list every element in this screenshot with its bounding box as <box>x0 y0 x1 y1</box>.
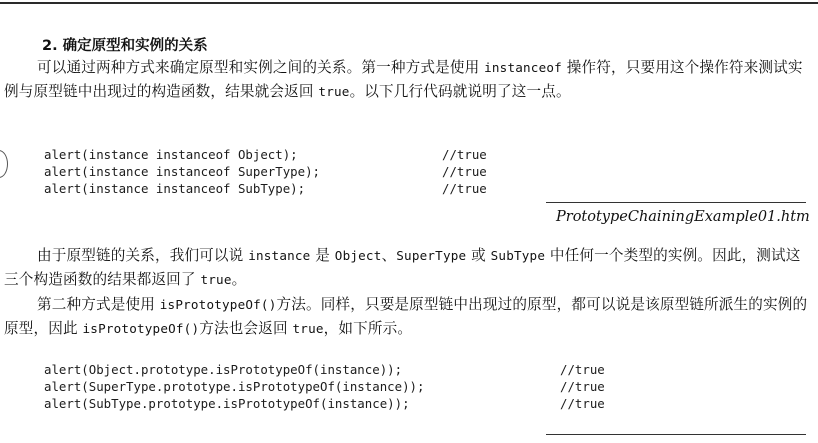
inline-code: instanceof <box>484 60 562 75</box>
code-text: alert(instance instanceof SuperType); <box>44 164 321 179</box>
inline-code: isPrototypeOf() <box>82 320 200 336</box>
code-comment: //true <box>560 379 605 394</box>
code-comment: //true <box>560 362 605 377</box>
code-text: alert(instance instanceof Object); <box>44 147 298 162</box>
code-comment: //true <box>560 396 605 411</box>
paragraph-2 <box>4 244 810 291</box>
paragraph-1-text: 可以通过两种方式来确定原型和实例之间的关系。第一种方式是使用 <box>37 59 485 76</box>
inline-code: Object <box>334 248 382 263</box>
paragraph-3-text: 方法也会返回 <box>199 319 293 337</box>
paragraph-3-text: 第二种方式是使用 <box>37 296 160 313</box>
caption-rule <box>546 434 806 435</box>
code-comment: //true <box>442 147 487 162</box>
code-caption: PrototypeChainingExample01.htm <box>556 209 810 225</box>
paragraph-2-text: 中任何一个类型的实例。因此，测试这三个构造函数的结果都返回了 <box>4 247 801 288</box>
inline-code: SuperType <box>396 248 467 263</box>
code-block-2 <box>44 361 605 412</box>
margin-mark <box>0 150 8 178</box>
paragraph-3-text: ，如下所示。 <box>323 319 413 337</box>
paragraph-3-text: 方法。同样，只要是原型链中出现过的原型，都可以说是该原型链所派生的实例的原型，因此 <box>4 296 808 337</box>
inline-code: true <box>318 83 350 99</box>
code-text: alert(Object.prototype.isPrototypeOf(instance)); <box>44 362 403 377</box>
code-comment: //true <box>442 181 487 196</box>
inline-code: true <box>200 271 232 287</box>
section-heading: 2. 确定原型和实例的关系 <box>42 38 208 54</box>
code-comment: //true <box>442 164 487 179</box>
code-text: alert(SubType.prototype.isPrototypeOf(instance)); <box>44 396 410 411</box>
code-line <box>44 395 605 412</box>
paragraph-2-text: 或 <box>466 247 491 264</box>
code-line <box>44 378 605 395</box>
paragraph-1 <box>4 56 810 103</box>
code-text: alert(instance instanceof SubType); <box>44 181 306 196</box>
code-line <box>44 163 487 180</box>
code-line <box>44 361 605 378</box>
code-block-1 <box>44 146 487 197</box>
code-line <box>44 180 487 197</box>
code-line <box>44 146 487 163</box>
paragraph-1-text: 操作符，只要用这个操作符来测试实例与原型链中出现过的构造函数，结果就会返回 <box>4 59 803 100</box>
paragraph-2-text: 是 <box>310 247 335 264</box>
inline-code: instance <box>248 248 311 263</box>
inline-code: SubType <box>490 248 546 263</box>
inline-code: isPrototypeOf() <box>159 297 277 312</box>
code-text: alert(SuperType.prototype.isPrototypeOf(instance)); <box>44 379 425 394</box>
inline-code: true <box>292 320 324 336</box>
paragraph-2-text: 由于原型链的关系，我们可以说 <box>37 247 249 264</box>
paragraph-3 <box>4 293 810 340</box>
paragraph-2-text: 、 <box>381 247 397 264</box>
paragraph-2-text: 。 <box>231 270 247 288</box>
caption-rule <box>546 202 806 203</box>
paragraph-1-text: 。以下几行代码就说明了这一点。 <box>349 82 571 100</box>
top-rule <box>0 2 818 4</box>
